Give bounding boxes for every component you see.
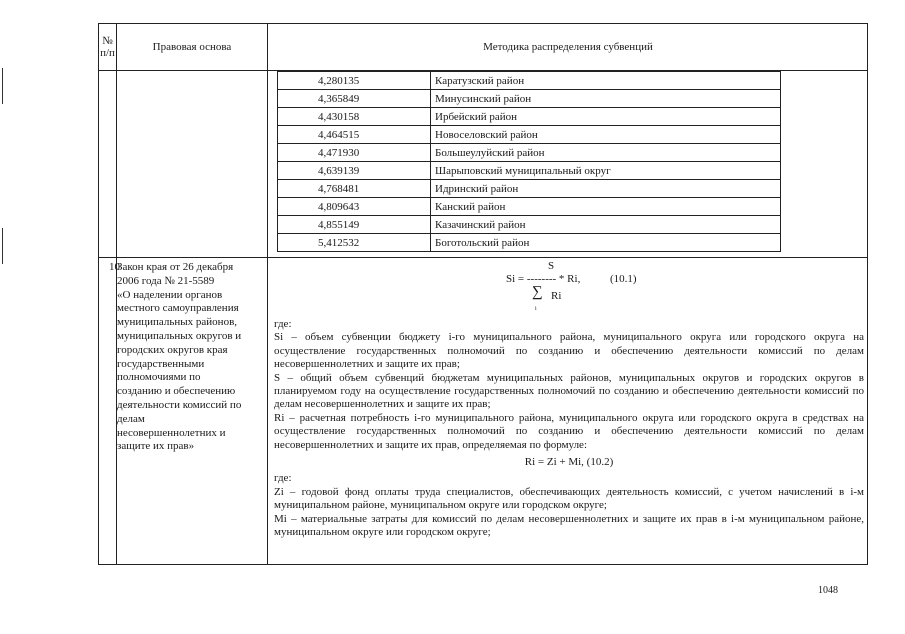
document-table	[98, 23, 868, 565]
formula-denominator: Ri	[551, 290, 562, 302]
header-method: Методика распределения субвенций	[483, 41, 653, 53]
legal-basis-line: государственными	[117, 357, 205, 370]
definition-si: Si – объем субвенции бюджету i-го муниципального района, муниципального округа или городского округа на осуществление государственных полномочий по созданию и обеспечению деятельности комиссий по делам несовершеннолетних и защите их прав;	[274, 331, 864, 371]
coefficient-value: 4,855149	[278, 216, 431, 234]
row-number: 10	[109, 261, 120, 273]
sum-symbol: ∑	[532, 284, 543, 300]
definition-ri: Ri – расчетная потребность i-го муниципального района, муниципального округа или городского округа в средствах на осуществление государственных полномочий по созданию и обеспечению деятельности комиссий по делам несовершеннолетних и защите их прав, определяемая по формуле:	[274, 411, 864, 451]
district-name: Каратузский район	[431, 72, 781, 90]
sum-index: i	[535, 306, 537, 312]
district-row	[278, 216, 781, 234]
coefficient-value: 4,365849	[278, 90, 431, 108]
district-name: Казачинский район	[431, 216, 781, 234]
legal-basis-line: «О наделении органов	[117, 288, 223, 301]
legal-basis-line: созданию и обеспечению	[117, 385, 236, 398]
legal-basis-line: муниципальных округов и	[117, 329, 242, 342]
coefficient-value: 4,639139	[278, 162, 431, 180]
formula-numerator: S	[548, 260, 555, 272]
coefficient-value: 4,768481	[278, 180, 431, 198]
district-name: Новоселовский район	[431, 126, 781, 144]
district-row	[278, 198, 781, 216]
formula-10-1	[274, 260, 864, 318]
district-row	[278, 126, 781, 144]
method-text	[274, 260, 864, 540]
district-name: Большеулуйский район	[431, 144, 781, 162]
district-row	[278, 234, 781, 252]
legal-basis-line: городских округов края	[117, 343, 228, 356]
district-name: Ирбейский район	[431, 108, 781, 126]
legal-basis-line: полномочиями по	[117, 371, 201, 384]
definition-s: S – общий объем субвенций бюджетам муниципальных районов, муниципальных округов и городских округов в планируемом году на осуществление государственных полномочий по созданию и обеспечению деятельности комиссий по делам несовершеннолетних и защите их прав;	[274, 371, 864, 411]
legal-basis-line: местного самоуправления	[117, 302, 239, 315]
scan-edge-mark	[2, 228, 3, 264]
district-row	[278, 144, 781, 162]
coefficient-value: 4,809643	[278, 198, 431, 216]
legal-basis-text	[117, 261, 267, 454]
district-row	[278, 90, 781, 108]
district-row	[278, 162, 781, 180]
scan-edge-mark	[2, 68, 3, 104]
district-name: Идринский район	[431, 180, 781, 198]
legal-basis-line: деятельности комиссий по	[117, 398, 242, 411]
row-divider	[99, 257, 867, 258]
header-legal-basis: Правовая основа	[152, 41, 232, 53]
district-name: Шарыповский муниципальный округ	[431, 162, 781, 180]
formula-lhs: Si = -------- * Ri,	[506, 273, 581, 285]
coefficient-value: 4,430158	[278, 108, 431, 126]
district-row	[278, 72, 781, 90]
district-name: Канский район	[431, 198, 781, 216]
where-label: где:	[274, 318, 292, 330]
district-row	[278, 108, 781, 126]
coefficient-value: 4,464515	[278, 126, 431, 144]
page-number: 1048	[818, 585, 838, 596]
legal-basis-line: делам	[117, 412, 145, 425]
coefficient-value: 4,280135	[278, 72, 431, 90]
legal-basis-line: муниципальных районов,	[117, 316, 238, 329]
col-divider-2	[267, 24, 268, 564]
district-row	[278, 180, 781, 198]
legal-basis-line: несовершеннолетних и	[117, 426, 226, 439]
district-name: Минусинский район	[431, 90, 781, 108]
formula-label: (10.1)	[610, 273, 637, 285]
coefficient-value: 5,412532	[278, 234, 431, 252]
legal-basis-line: защите их прав»	[117, 440, 195, 453]
definition-mi: Mi – материальные затраты для комиссий по делам несовершеннолетних и защите их прав в i-м муниципальном районе, муниципальном округе или городском округе;	[274, 512, 864, 539]
header-number: № п/п	[100, 35, 115, 59]
district-coefficients-table	[277, 71, 781, 252]
coefficient-value: 4,471930	[278, 144, 431, 162]
legal-basis-line: Закон края от 26 декабря	[117, 261, 234, 273]
legal-basis-line: 2006 года № 21-5589	[117, 274, 215, 287]
definition-zi: Zi – годовой фонд оплаты труда специалистов, обеспечивающих деятельность комиссий, с учетом начислений в i-м муниципальном районе, муниципальном округе или городском округе;	[274, 485, 864, 512]
formula-10-2: Ri = Zi + Mi, (10.2)	[524, 456, 614, 469]
district-name: Боготольский район	[431, 234, 781, 252]
where-label-2: где:	[274, 472, 292, 485]
